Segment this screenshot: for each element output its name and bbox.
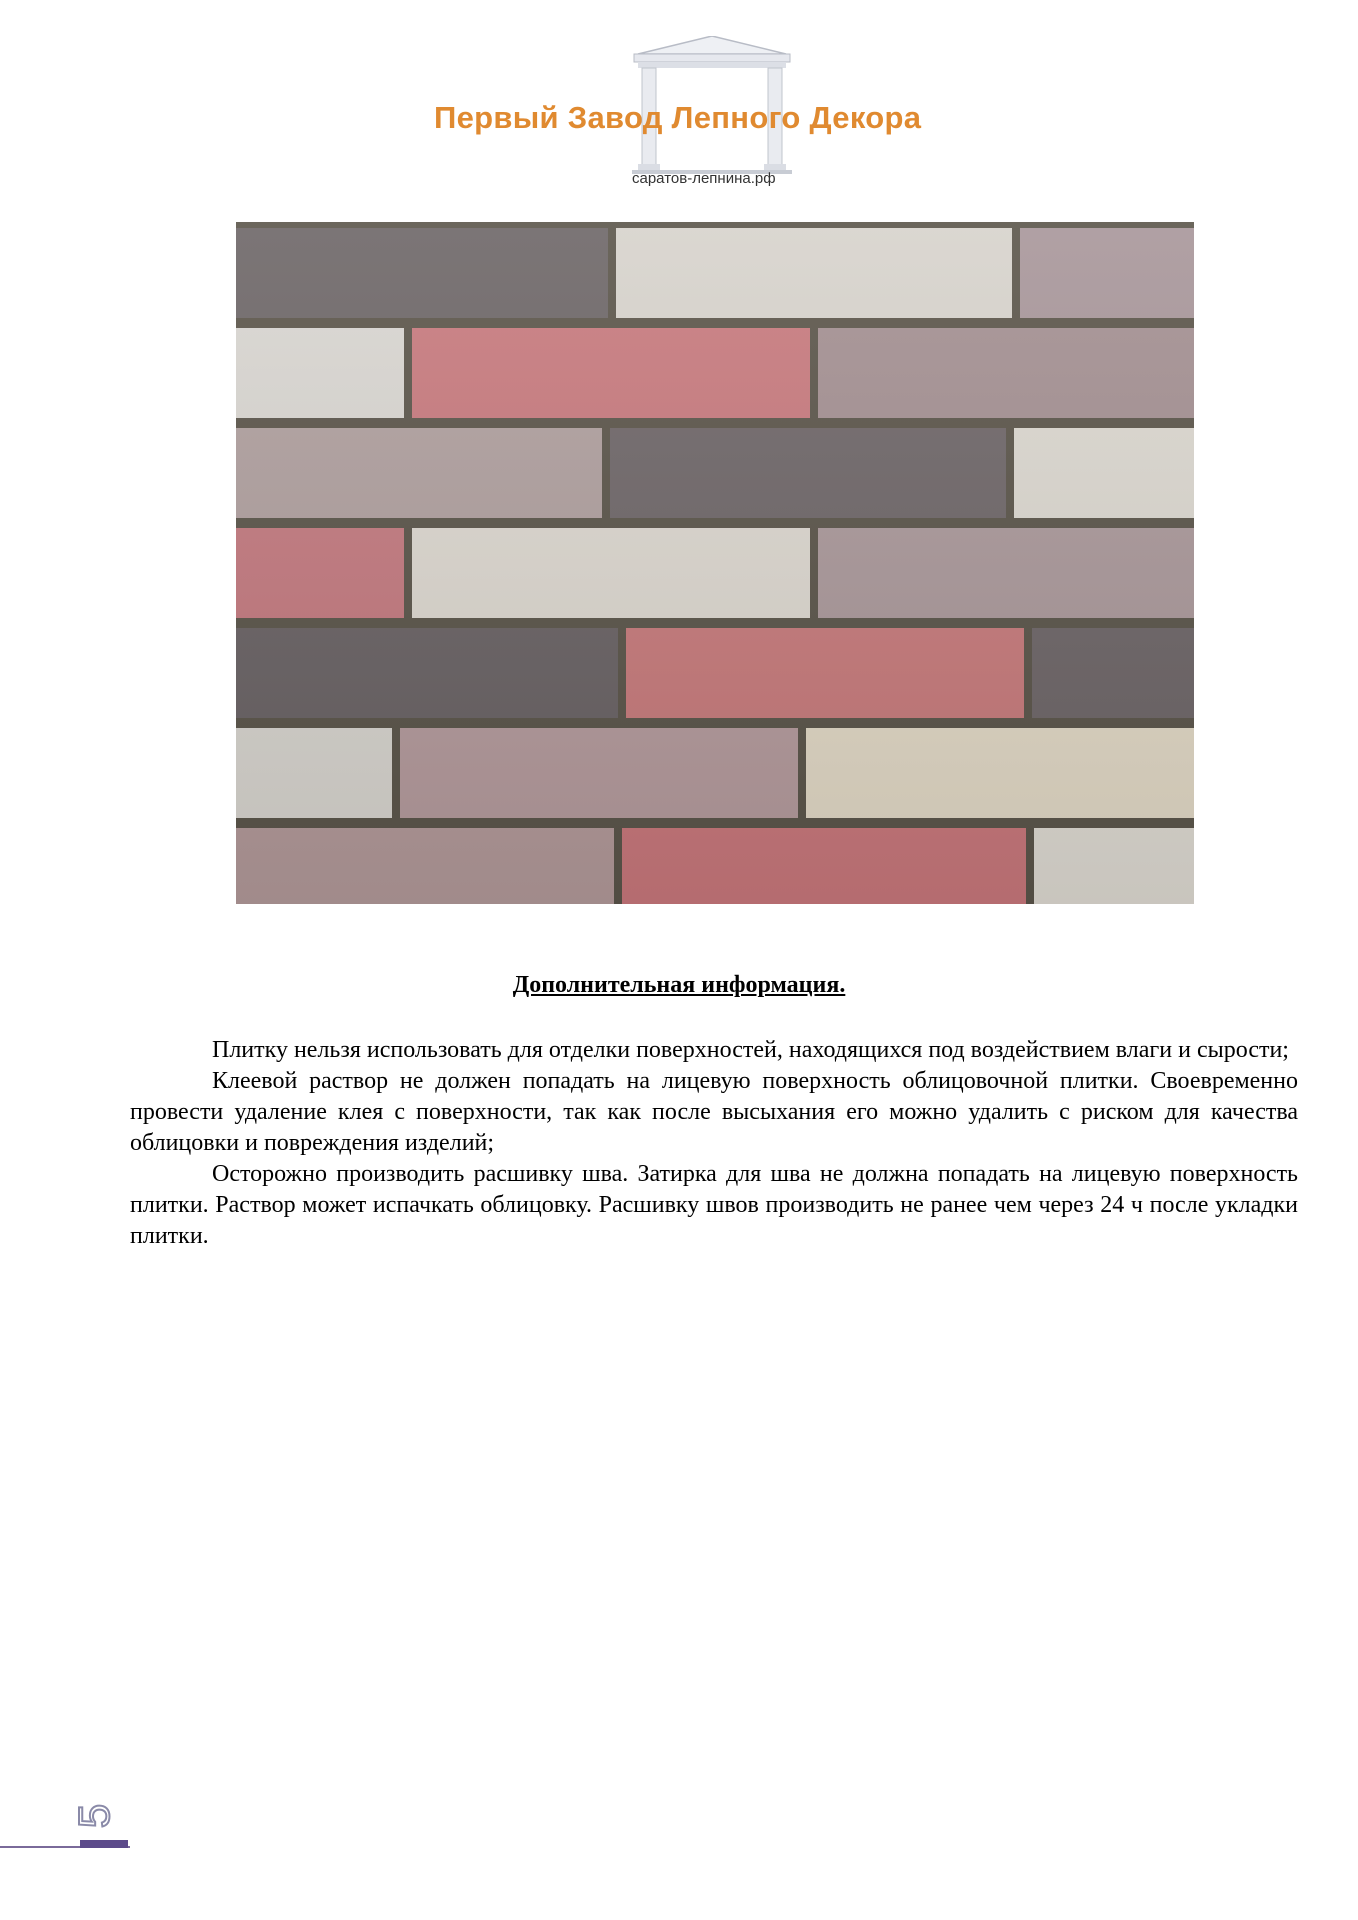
page-number: 5 [70, 1803, 119, 1829]
brick-tile-wall-photo [236, 222, 1194, 904]
footer-accent-bar [80, 1840, 128, 1848]
section-title: Дополнительная информация. [512, 972, 846, 998]
company-logo [420, 36, 1020, 186]
company-name: Первый Завод Лепного Декора [434, 100, 922, 135]
info-text [130, 1035, 1298, 1252]
paragraph: Клеевой раствор не должен попадать на лицевую поверхность облицовочной плитки. Своевременно провести удаление клея с поверхности, так как после высыхания его можно удалить с риском для качества облицовки и повреждения изделий; [130, 1068, 1298, 1156]
paragraph: Осторожно производить расшивку шва. Затирка для шва не должна попадать на лицевую поверхность плитки. Раствор может испачкать облицовку. Расшивку швов производить не ранее чем через 24 ч после укладки плитки. [130, 1161, 1298, 1249]
paragraph: Плитку нельзя использовать для отделки поверхностей, находящихся под воздействием влаги и сырости; [212, 1037, 1289, 1063]
company-website: саратов-лепнина.рф [632, 170, 776, 187]
